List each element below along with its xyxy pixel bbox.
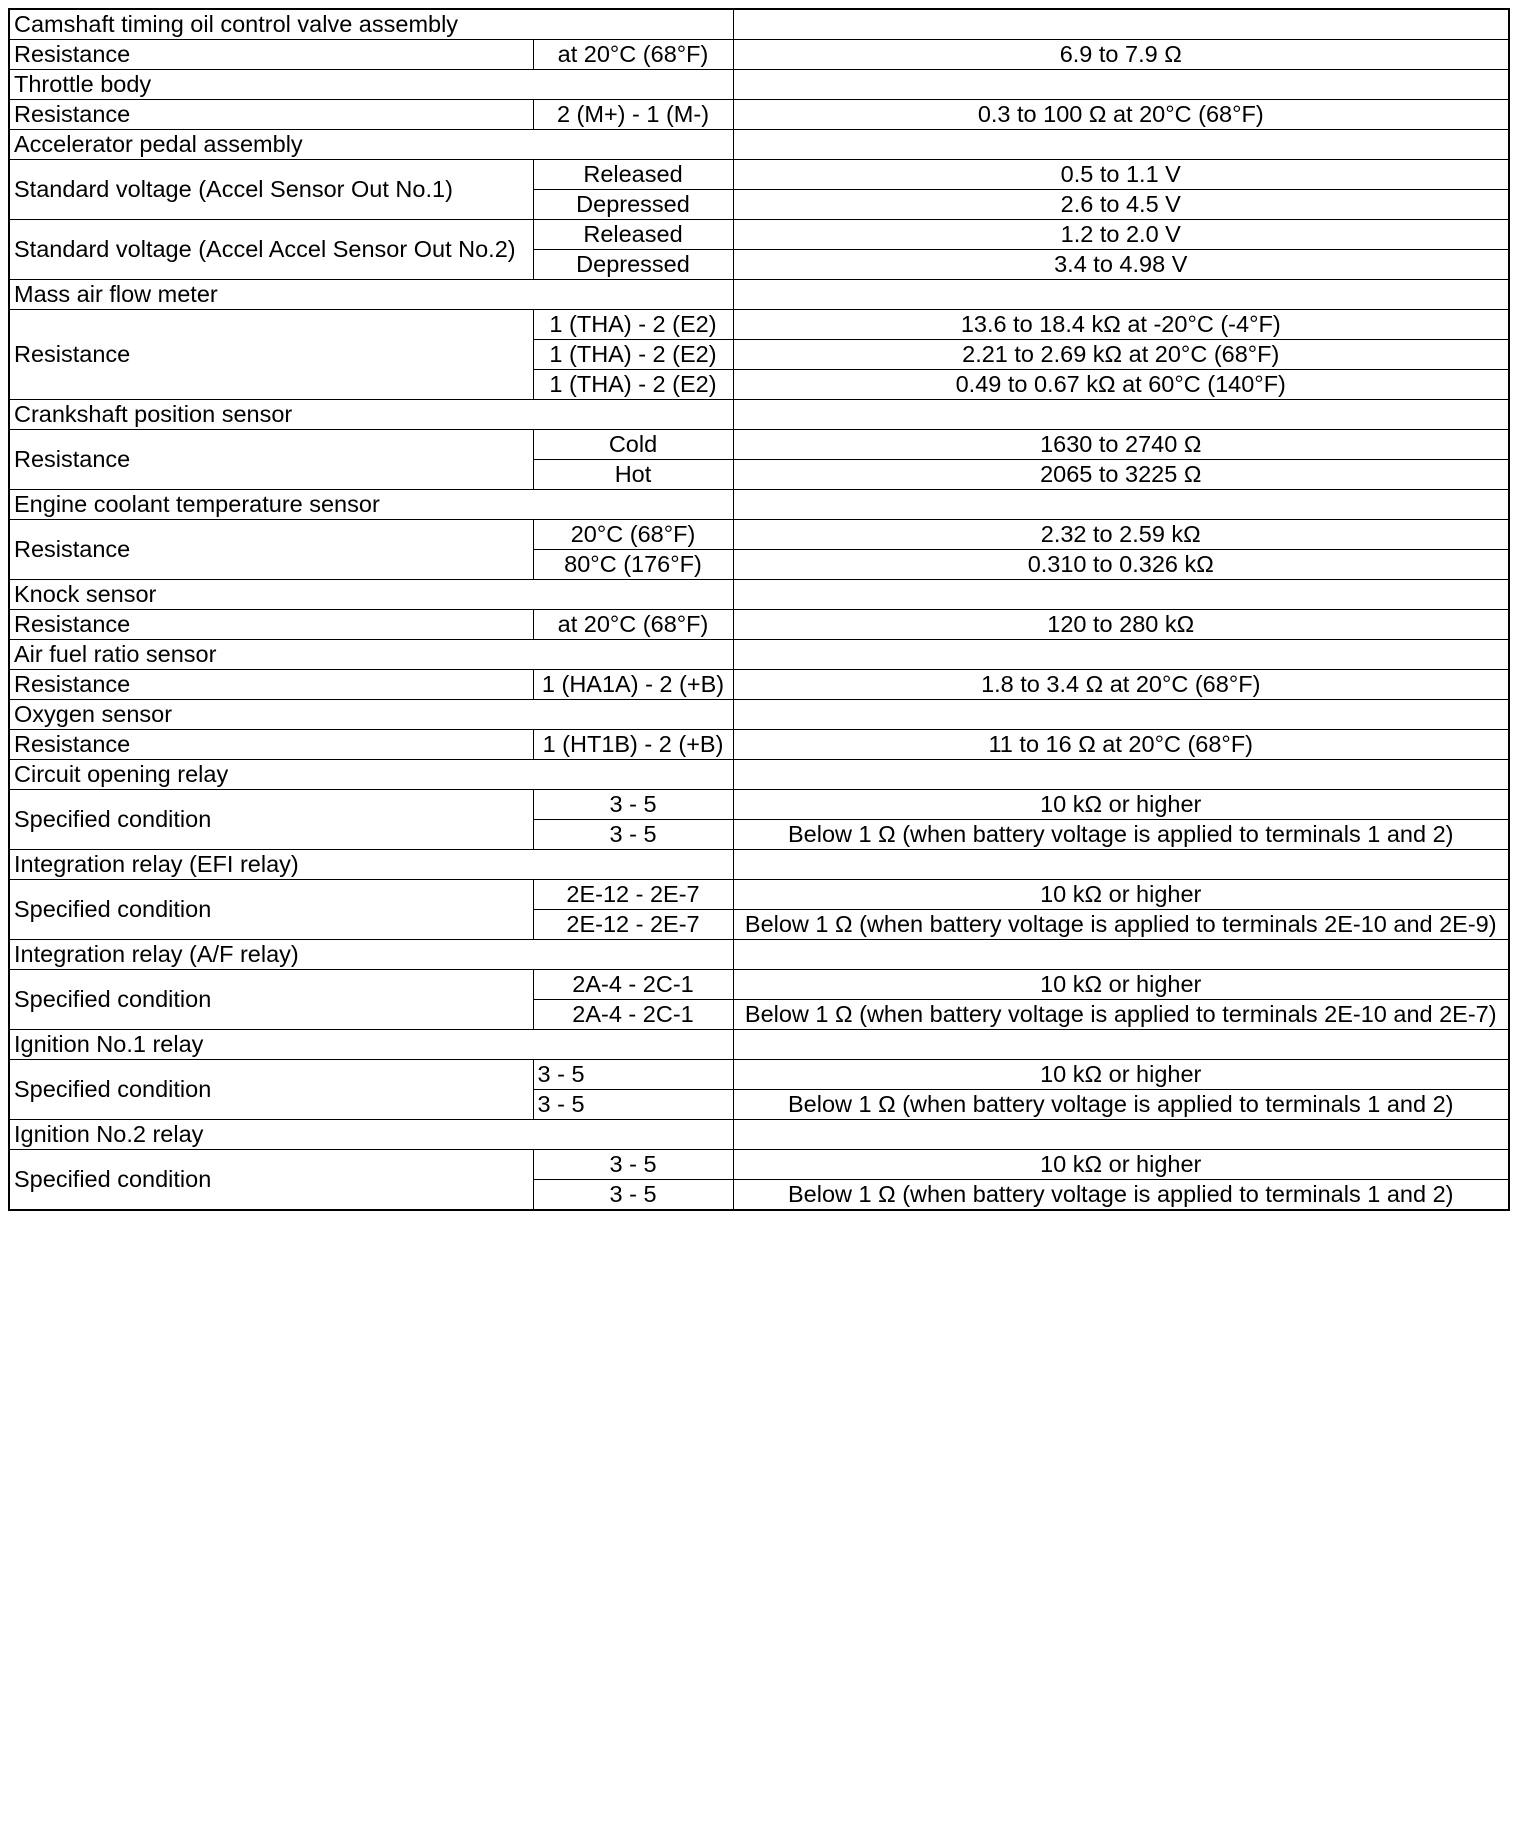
spec-value: 3.4 to 4.98 V: [733, 250, 1509, 280]
component-header-empty-cell: [733, 760, 1509, 790]
spec-condition: 3 - 5: [533, 1150, 733, 1180]
component-title: Air fuel ratio sensor: [9, 640, 733, 670]
spec-condition: 1 (THA) - 2 (E2): [533, 310, 733, 340]
spec-condition: 20°C (68°F): [533, 520, 733, 550]
component-header-row: [9, 1120, 1509, 1150]
spec-row: [9, 40, 1509, 70]
spec-condition: Depressed: [533, 250, 733, 280]
spec-condition: 80°C (176°F): [533, 550, 733, 580]
component-header-empty-cell: [733, 700, 1509, 730]
spec-value: 1630 to 2740 Ω: [733, 430, 1509, 460]
spec-row: [9, 1060, 1509, 1090]
spec-condition: Depressed: [533, 190, 733, 220]
spec-value: 1.2 to 2.0 V: [733, 220, 1509, 250]
component-title: Accelerator pedal assembly: [9, 130, 733, 160]
spec-condition: 1 (THA) - 2 (E2): [533, 370, 733, 400]
spec-label: Resistance: [9, 610, 533, 640]
spec-value: 10 kΩ or higher: [733, 970, 1509, 1000]
spec-value: 11 to 16 Ω at 20°C (68°F): [733, 730, 1509, 760]
spec-row: [9, 520, 1509, 550]
spec-row: [9, 100, 1509, 130]
spec-condition: 1 (THA) - 2 (E2): [533, 340, 733, 370]
component-header-empty-cell: [733, 9, 1509, 40]
component-header-row: [9, 400, 1509, 430]
component-header-row: [9, 700, 1509, 730]
component-header-empty-cell: [733, 580, 1509, 610]
spec-value: Below 1 Ω (when battery voltage is applied to terminals 2E-10 and 2E-9): [733, 910, 1509, 940]
specification-table-body: [9, 9, 1509, 1210]
component-header-row: [9, 70, 1509, 100]
spec-label: Specified condition: [9, 1060, 533, 1120]
spec-value: 2.6 to 4.5 V: [733, 190, 1509, 220]
spec-condition: at 20°C (68°F): [533, 40, 733, 70]
spec-value: 10 kΩ or higher: [733, 790, 1509, 820]
spec-label: Specified condition: [9, 880, 533, 940]
component-title: Engine coolant temperature sensor: [9, 490, 733, 520]
spec-value: 10 kΩ or higher: [733, 1150, 1509, 1180]
spec-value: 10 kΩ or higher: [733, 1060, 1509, 1090]
spec-row: [9, 790, 1509, 820]
spec-label: Standard voltage (Accel Accel Sensor Out No.2): [9, 220, 533, 280]
component-header-empty-cell: [733, 850, 1509, 880]
spec-condition: 2 (M+) - 1 (M-): [533, 100, 733, 130]
component-title: Integration relay (EFI relay): [9, 850, 733, 880]
component-header-empty-cell: [733, 70, 1509, 100]
component-title: Camshaft timing oil control valve assembly: [9, 9, 733, 40]
component-header-row: [9, 490, 1509, 520]
spec-value: Below 1 Ω (when battery voltage is applied to terminals 1 and 2): [733, 1090, 1509, 1120]
spec-row: [9, 610, 1509, 640]
component-header-empty-cell: [733, 400, 1509, 430]
spec-value: 13.6 to 18.4 kΩ at -20°C (-4°F): [733, 310, 1509, 340]
spec-row: [9, 970, 1509, 1000]
component-title: Mass air flow meter: [9, 280, 733, 310]
spec-value: Below 1 Ω (when battery voltage is applied to terminals 1 and 2): [733, 1180, 1509, 1211]
component-header-empty-cell: [733, 940, 1509, 970]
spec-value: 2.21 to 2.69 kΩ at 20°C (68°F): [733, 340, 1509, 370]
spec-label: Resistance: [9, 310, 533, 400]
spec-condition: Released: [533, 160, 733, 190]
component-header-empty-cell: [733, 640, 1509, 670]
component-title: Circuit opening relay: [9, 760, 733, 790]
spec-label: Resistance: [9, 100, 533, 130]
spec-value: 0.49 to 0.67 kΩ at 60°C (140°F): [733, 370, 1509, 400]
spec-row: [9, 310, 1509, 340]
spec-value: 10 kΩ or higher: [733, 880, 1509, 910]
spec-value: 1.8 to 3.4 Ω at 20°C (68°F): [733, 670, 1509, 700]
spec-value: 2.32 to 2.59 kΩ: [733, 520, 1509, 550]
spec-value: 2065 to 3225 Ω: [733, 460, 1509, 490]
component-title: Throttle body: [9, 70, 733, 100]
spec-condition: Hot: [533, 460, 733, 490]
spec-label: Resistance: [9, 730, 533, 760]
spec-value: 0.310 to 0.326 kΩ: [733, 550, 1509, 580]
spec-condition: 3 - 5: [533, 820, 733, 850]
component-header-empty-cell: [733, 1030, 1509, 1060]
component-header-empty-cell: [733, 280, 1509, 310]
component-title: Ignition No.2 relay: [9, 1120, 733, 1150]
spec-row: [9, 670, 1509, 700]
spec-condition: 3 - 5: [533, 1090, 733, 1120]
component-header-empty-cell: [733, 490, 1509, 520]
spec-row: [9, 430, 1509, 460]
spec-condition: 1 (HT1B) - 2 (+B): [533, 730, 733, 760]
component-header-empty-cell: [733, 1120, 1509, 1150]
spec-label: Resistance: [9, 670, 533, 700]
spec-label: Resistance: [9, 430, 533, 490]
spec-condition: 2A-4 - 2C-1: [533, 970, 733, 1000]
spec-condition: 2A-4 - 2C-1: [533, 1000, 733, 1030]
spec-condition: 1 (HA1A) - 2 (+B): [533, 670, 733, 700]
component-title: Knock sensor: [9, 580, 733, 610]
spec-row: [9, 220, 1509, 250]
spec-condition: Cold: [533, 430, 733, 460]
spec-label: Resistance: [9, 520, 533, 580]
component-header-row: [9, 850, 1509, 880]
spec-condition: 3 - 5: [533, 1180, 733, 1211]
component-header-row: [9, 580, 1509, 610]
component-header-row: [9, 1030, 1509, 1060]
component-header-row: [9, 280, 1509, 310]
spec-label: Standard voltage (Accel Sensor Out No.1): [9, 160, 533, 220]
spec-condition: 3 - 5: [533, 1060, 733, 1090]
spec-value: 6.9 to 7.9 Ω: [733, 40, 1509, 70]
component-header-row: [9, 130, 1509, 160]
spec-value: 0.5 to 1.1 V: [733, 160, 1509, 190]
spec-value: Below 1 Ω (when battery voltage is applied to terminals 2E-10 and 2E-7): [733, 1000, 1509, 1030]
spec-condition: 3 - 5: [533, 790, 733, 820]
spec-row: [9, 1150, 1509, 1180]
component-header-empty-cell: [733, 130, 1509, 160]
component-header-row: [9, 940, 1509, 970]
spec-condition: 2E-12 - 2E-7: [533, 910, 733, 940]
component-title: Crankshaft position sensor: [9, 400, 733, 430]
component-title: Ignition No.1 relay: [9, 1030, 733, 1060]
spec-condition: 2E-12 - 2E-7: [533, 880, 733, 910]
specification-table: [8, 8, 1510, 1211]
component-title: Integration relay (A/F relay): [9, 940, 733, 970]
spec-label: Specified condition: [9, 790, 533, 850]
spec-label: Specified condition: [9, 970, 533, 1030]
spec-label: Specified condition: [9, 1150, 533, 1211]
spec-value: Below 1 Ω (when battery voltage is applied to terminals 1 and 2): [733, 820, 1509, 850]
component-header-row: [9, 9, 1509, 40]
component-header-row: [9, 640, 1509, 670]
spec-row: [9, 160, 1509, 190]
component-title: Oxygen sensor: [9, 700, 733, 730]
spec-condition: Released: [533, 220, 733, 250]
spec-row: [9, 730, 1509, 760]
spec-condition: at 20°C (68°F): [533, 610, 733, 640]
component-header-row: [9, 760, 1509, 790]
spec-value: 120 to 280 kΩ: [733, 610, 1509, 640]
spec-value: 0.3 to 100 Ω at 20°C (68°F): [733, 100, 1509, 130]
spec-label: Resistance: [9, 40, 533, 70]
spec-row: [9, 880, 1509, 910]
